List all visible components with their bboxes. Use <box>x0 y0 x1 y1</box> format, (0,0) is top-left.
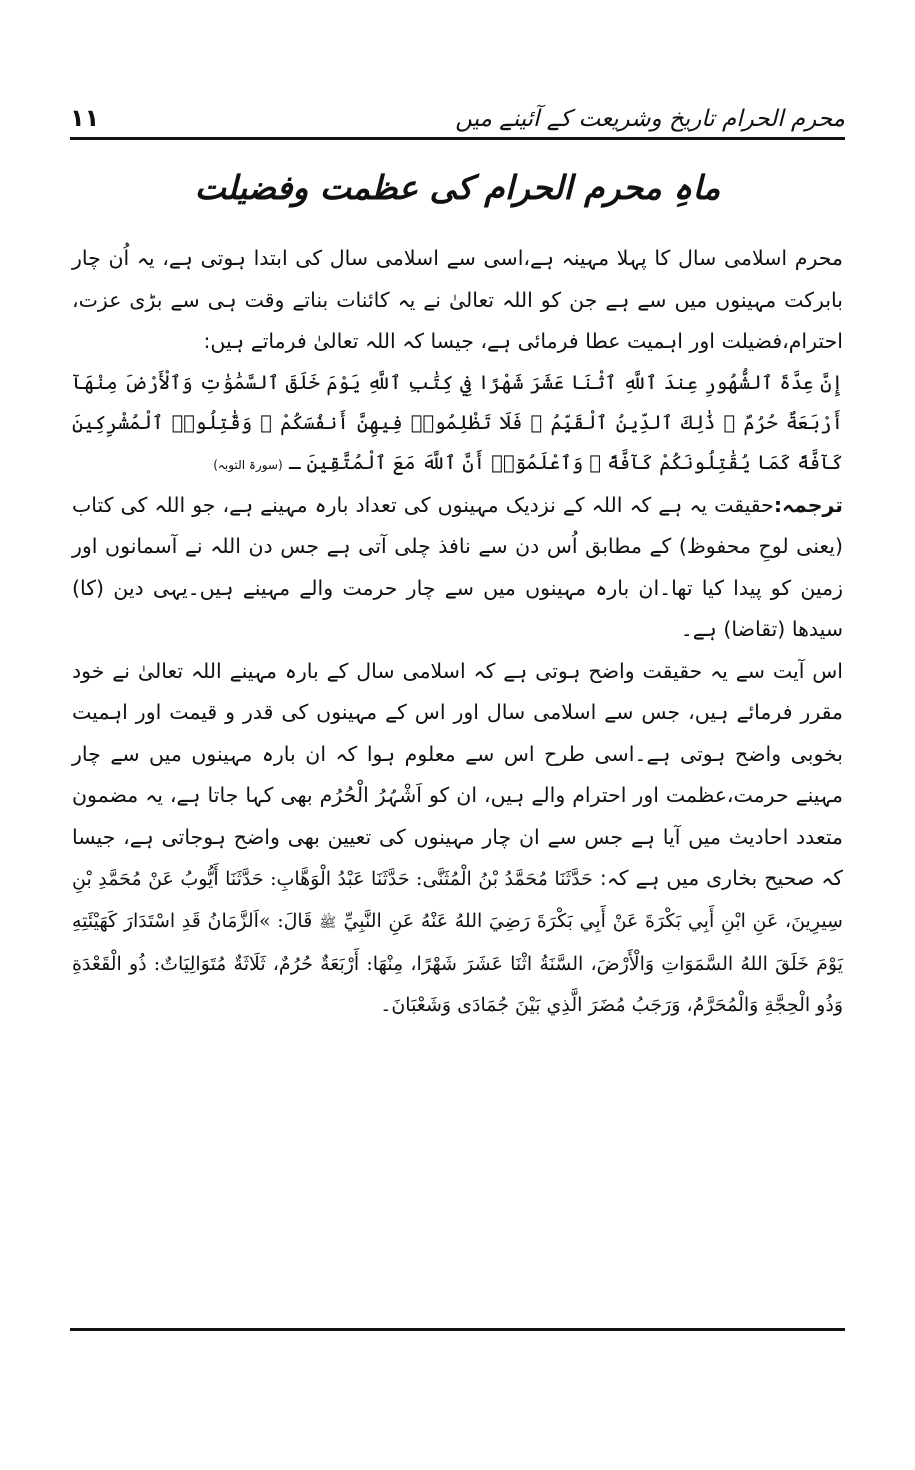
header-rule <box>70 137 845 140</box>
chapter-title: ماہِ محرم الحرام کی عظمت وفضیلت <box>194 168 721 207</box>
quran-verse: إِنَّ عِدَّةَ ٱلشُّهُورِ عِندَ ٱللَّهِ ٱثْنَا عَشَرَ شَهْرًا فِي كِتَٰبِ ٱللَّهِ يَوْمَ خَلَقَ ٱلسَّمَٰوَٰتِ وَٱلْأَرْضَ مِنْهَآ أَرْبَعَةٌ حُرُمٌ ۚ ذَٰلِكَ ٱلدِّينُ ٱلْقَيِّمُ ۚ فَلَا تَظْلِمُوا۟ فِيهِنَّ أَنفُسَكُمْ ۚ وَقَٰتِلُوا۟ ٱلْمُشْرِكِينَ كَآفَّةً كَمَا يُقَٰتِلُونَكُمْ كَآفَّةً ۚ وَٱعْلَمُوٓا۟ أَنَّ ٱللَّهَ مَعَ ٱلْمُتَّقِينَ ـ <box>72 370 843 474</box>
running-header <box>70 88 845 132</box>
page-content <box>72 238 843 1026</box>
explanation-paragraph <box>72 651 843 1026</box>
translation-text: حقیقت یہ ہے کہ اللہ کے نزدیک مہینوں کی تعداد بارہ مہینے ہے، جو اللہ کی کتاب (یعنی لوحِ محفوظ) کے مطابق اُس دن سے نافذ چلی آتی ہے جس دن اللہ نے آسمانوں اور زمین کو پیدا کیا تھا۔ان بارہ مہینوں میں سے چار حرمت والے مہینے ہیں۔یہی دین (کا) سیدھا (تقاضا) ہے۔ <box>72 492 843 641</box>
footer-rule <box>70 1328 845 1331</box>
page-number: ۱۱ <box>70 104 100 132</box>
hadith-text-2: قَالَ: »اَلزَّمَانُ قَدِ اسْتَدَارَ كَهَيْئَتِهِ يَوْمَ خَلَقَ اللهُ السَّمَوَاتِ وَالْأَرْضَ، السَّنَةُ اثْنَا عَشَرَ شَهْرًا، مِنْهَا: أَرْبَعَةٌ حُرُمٌ، ثَلَاثَةٌ مُتَوَالِيَاتٌ: ذُو الْقَعْدَةِ وَذُو الْحِجَّةِ وَالْمُحَرَّمُ، وَرَجَبُ مُضَرَ الَّذِي بَيْنَ جُمَادَى وَشَعْبَانَ۔ <box>72 909 843 1016</box>
explanation-text-1: اس آیت سے یہ حقیقت واضح ہوتی ہے کہ اسلامی سال کے بارہ مہینے اللہ تعالیٰ نے خود مقرر فرمائے ہیں، جس سے اسلامی سال اور اس کے مہینوں کی قدر و قیمت اور اہمیت بخوبی واضح ہوتی ہے۔اسی طرح اس سے معلوم ہوا کہ ان بارہ مہینوں میں سے چار مہینے حرمت،عظمت اور احترام والے ہیں، ان کو <box>72 658 843 807</box>
translation-label: ترجمہ: <box>773 492 843 517</box>
quran-verse-paragraph <box>72 363 843 485</box>
book-title: محرم الحرام تاریخ وشریعت کے آئینے میں <box>455 106 845 132</box>
translation-paragraph <box>72 485 843 651</box>
quran-reference: (سورۃ التوبہ) <box>213 457 283 472</box>
explanation-text-2: بھی کہا جاتا ہے، یہ مضمون متعدد احادیث میں آیا ہے جس سے ان چار مہینوں کی تعیین بھی واضح ہوجاتی ہے، جیسا کہ صحیح بخاری میں ہے کہ: <box>72 783 843 890</box>
ashhur-hurum-term: اَشْہُرُ الْحُرُم <box>319 783 422 807</box>
salutation-mark: ﷺ <box>319 914 337 931</box>
hadith-text-1: حَدَّثَنَا مُحَمَّدُ بْنُ الْمُثَنَّى: حَدَّثَنَا عَبْدُ الْوَهَّابِ: حَدَّثَنَا أَيُّوبُ عَنْ مُحَمَّدِ بْنِ سِيرِينَ، عَنِ ابْنِ أَبِي بَكْرَةَ عَنْ أَبِي بَكْرَةَ رَضِيَ اللهُ عَنْهُ عَنِ النَّبِيِّ <box>72 868 843 932</box>
intro-paragraph: محرم اسلامی سال کا پہلا مہینہ ہے،اسی سے اسلامی سال کی ابتدا ہوتی ہے، یہ اُن چار بابرکت مہینوں میں سے ہے جن کو اللہ تعالیٰ نے یہ کائنات بناتے وقت ہی سے بڑی عزت، احترام،فضیلت اور اہمیت عطا فرمائی ہے، جیسا کہ اللہ تعالیٰ فرماتے ہیں: <box>72 246 843 353</box>
